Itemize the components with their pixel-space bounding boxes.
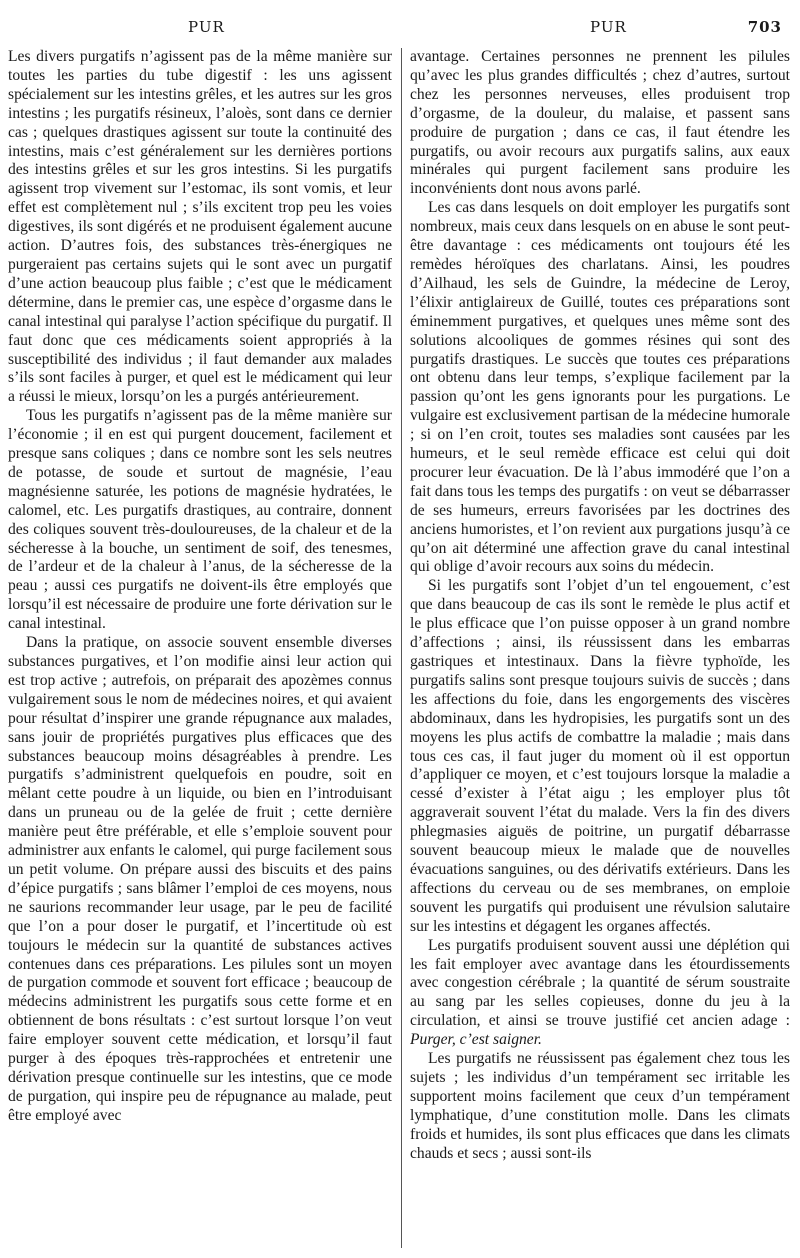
paragraph: Tous les purgatifs n’agissent pas de la même manière sur l’économie ; il en est qui purgent doucement, facilement et presque sans coliques ; dans ce nombre sont les sels neutres de potasse, de soude et surtout de magnésie, l’eau magnésienne saturée, les potions de magnésie hydratées, le calomel, etc. Les purgatifs drastiques, au contraire, donnent des coliques souvent très-douloureuses, de la chaleur et de la sécheresse à la bouche, un sentiment de soif, des tenesmes, de l’ardeur et de la chaleur à l’anus, de la sécheresse de la peau ; aussi ces purgatifs ne doivent-ils être employés que lorsqu’il est nécessaire de produire une forte dérivation sur le canal intestinal. (8, 407, 392, 633)
paragraph: Dans la pratique, on associe souvent ensemble diverses substances purgatives, et l’on modifie ainsi leur action qui est trop active ; autrefois, on préparait des apozèmes connus vulgairement sous le nom de médecines noires, et qui avaient pour résultat d’inspirer une grande répugnance aux malades, sans jouir de propriétés purgatives plus efficaces que des substances beaucoup moins désagréables à prendre. Les purgatifs s’administrent quelquefois en poudre, soit en mêlant cette poudre à un liquide, ou bien en l’introduisant dans un pruneau ou de la gelée de fruit ; cette dernière manière peut être préférable, et elle s’emploie souvent pour administrer aux enfants le calomel, qui purge facilement sous un petit volume. On prépare aussi des biscuits et des pains d’épice purgatifs ; sans blâmer l’emploi de ces moyens, nous ne saurions recommander leur usage, par le peu de facilité que l’on a pour doser le purgatif, et l’incertitude où est toujours le médecin sur la quantité de substances actives contenues dans ces préparations. Les pilules sont un moyen de purgation commode et souvent fort efficace ; beaucoup de médecins administrent les purgatifs sous cette forme et en obtiennent de bons résultats : c’est surtout lorsque l’on veut faire employer souvent cette médication, et lorsqu’il faut purger à des époques très-rapprochées et entretenir une dérivation presque continuelle sur les intestins, que ce mode de purgation, qui inspire peu de répugnance au malade, peut être employé avec (8, 634, 392, 1124)
paragraph: Si les purgatifs sont l’objet d’un tel engouement, c’est que dans beaucoup de cas ils sont le remède le plus actif et le plus efficace que l’on puisse opposer à un grand nombre d’affections ; ainsi, ils réussissent dans les embarras gastriques et intestinaux. Dans la fièvre typhoïde, les purgatifs salins sont presque toujours suivis de succès ; dans les affections du foie, dans les engorgements des viscères abdominaux, dans les hydropisies, les purgatifs sont un des moyens les plus actifs de combattre la maladie ; mais dans tous ces cas, il faut juger du moment où il est opportun d’appliquer ce moyen, et c’est toujours lorsque la maladie a cessé d’exister à l’état aigu ; les employer plus tôt aggraverait souvent l’état du malade. Vers la fin des divers phlegmasies aiguës de poitrine, un purgatif débarrasse souvent beaucoup mieux le malade que de nouvelles évacuations sanguines, ou des dérivatifs extérieurs. Dans les affections du cerveau ou de ses membranes, on emploie souvent les purgatifs qui produisent une révulsion salutaire sur les intestins et dégagent les organes affectés. (410, 577, 790, 935)
adage-quote: Purger, c’est saigner. (410, 1031, 542, 1049)
paragraph: Les divers purgatifs n’agissent pas de la même manière sur toutes les parties du tube digestif : les uns agissent spécialement sur les intestins grêles, et les autres sur les gros intestins ; les purgatifs résineux, l’aloès, sont dans ce dernier cas ; quelques drastiques agissent sur toute la continuité des intestins, mais c’est généralement sur les dernières portions des intestins grêles et sur les gros intestins. Si les purgatifs agissent trop vivement sur l’estomac, ils sont vomis, et leur effet est complètement nul ; s’ils excitent trop peu les voies digestives, ils sont digérés et ne produisent également aucune action. D’autres fois, des substances très-énergiques ne purgeraient pas certains sujets qui le sont avec un purgatif d’une action beaucoup plus faible ; c’est que le médicament détermine, dans le premier cas, une espèce d’orgasme dans le canal intestinal qui paralyse l’action spécifique du purgatif. Il faut donc que ces médicaments soient appropriés à la susceptibilité des individus ; il faut demander aux malades s’ils sont faciles à purger, et quel est le médicament qui leur a réussi le mieux, lorsqu’on les a purgés antérieurement. (8, 48, 392, 406)
left-column (8, 48, 392, 1248)
right-column (410, 48, 790, 1248)
running-head-left: PUR (188, 18, 225, 36)
paragraph: Les purgatifs ne réussissent pas également chez tous les sujets ; les individus d’un tempérament sec irritable les supportent moins facilement que ceux d’un tempérament lymphatique, d’une constitution molle. Dans les climats froids et humides, ils sont plus efficaces que dans les climats chauds et secs ; aussi sont-ils (410, 1050, 790, 1162)
paragraph: avantage. Certaines personnes ne prennent les pilules qu’avec les plus grandes difficultés ; chez d’autres, surtout chez les personnes nerveuses, elles produisent trop d’orgasme, de la douleur, du malaise, et passent sans produire de purgation ; dans ce cas, il faut étendre les purgatifs, ou avoir recours aux purgatifs salins, aux eaux minérales qui purgent facilement sans produire les inconvénients dont nous avons parlé. (410, 48, 790, 198)
paragraph: Les cas dans lesquels on doit employer les purgatifs sont nombreux, mais ceux dans lesquels on en abuse le sont peut-être davantage : ces médicaments ont toujours été les remèdes héroïques des charlatans. Ainsi, les poudres d’Ailhaud, les sels de Guindre, la médecine de Leroy, l’élixir antiglaireux de Guillé, toutes ces préparations sont éminemment purgatives, et quelques unes même sont des solutions alcooliques de gommes résines qui sont des purgatifs drastiques. Le succès que toutes ces préparations ont obtenu dans leur temps, s’explique facilement par la passion qu’ont les gens ignorants pour les purgations. Le vulgaire est exclusivement partisan de la médecine humorale ; si on l’en croit, toutes ses maladies sont causées par les humeurs, et le seul remède efficace est celui qui doit procurer leur évacuation. De là l’abus immodéré que l’on a fait dans tous les temps des purgatifs : on veut se débarrasser de ses humeurs, erreurs favorisées par les doctrines des anciens humoristes, et l’on revient aux purgations jusqu’à ce qu’on ait déterminé une affection grave du canal intestinal qui oblige d’avoir recours aux soins du médecin. (410, 199, 790, 576)
paragraph (410, 937, 790, 1050)
running-head-right: PUR (590, 18, 627, 36)
page-number: 703 (747, 18, 782, 36)
column-divider (401, 48, 402, 1248)
running-head (0, 14, 800, 40)
paragraph-text: Les purgatifs produisent souvent aussi une déplétion qui les fait employer avec avantage dans les étourdissements avec congestion cérébrale ; la quantité de sérum soustraite au sang par les selles copieuses, donne du jeu à la circulation, et ainsi se trouve justifié cet ancien adage : (410, 936, 790, 1030)
